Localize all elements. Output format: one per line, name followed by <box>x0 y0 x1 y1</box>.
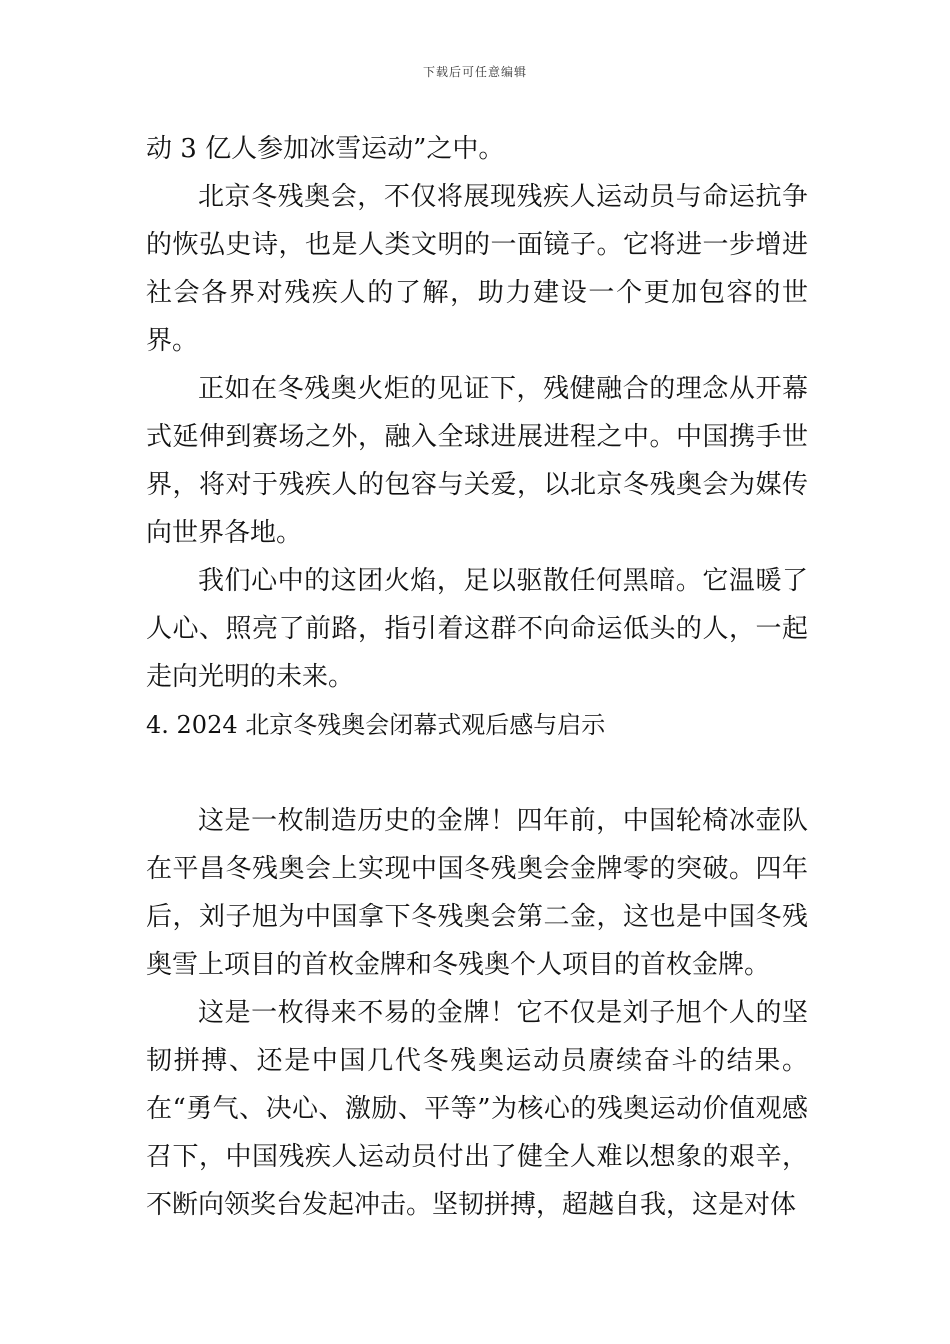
paragraph: 北京冬残奥会，不仅将展现残疾人运动员与命运抗争的恢弘史诗，也是人类文明的一面镜子。它将进一步增进社会各界对残疾人的了解，助力建设一个更加包容的世界。 <box>146 182 808 356</box>
paragraph: 我们心中的这团火焰，足以驱散任何黑暗。它温暖了人心、照亮了前路，指引着这群不向命运低头的人，一起走向光明的未来。 <box>146 566 808 692</box>
document-body <box>146 125 808 1229</box>
page-header: 下载后可任意编辑 <box>422 65 527 79</box>
paragraph: 正如在冬残奥火炬的见证下，残健融合的理念从开幕式延伸到赛场之外，融入全球进展进程之中。中国携手世界，将对于残疾人的包容与关爱，以北京冬残奥会为媒传向世界各地。 <box>146 374 808 548</box>
section-heading: 4. 2024 北京冬残奥会闭幕式观后感与启示 <box>146 711 606 739</box>
paragraph: 这是一枚制造历史的金牌！四年前，中国轮椅冰壶队在平昌冬残奥会上实现中国冬残奥会金牌零的突破。四年后，刘子旭为中国拿下冬残奥会第二金，这也是中国冬残奥雪上项目的首枚金牌和冬残奥个人项目的首枚金牌。 <box>146 806 808 980</box>
paragraph: 这是一枚得来不易的金牌！它不仅是刘子旭个人的坚韧拼搏、还是中国几代冬残奥运动员赓续奋斗的结果。在“勇气、决心、激励、平等”为核心的残奥运动价值观感召下，中国残疾人运动员付出了健全人难以想象的艰辛，不断向领奖台发起冲击。坚韧拼搏，超越自我，这是对体 <box>146 998 808 1220</box>
paragraph-continuation: 动 3 亿人参加冰雪运动”之中。 <box>146 134 505 164</box>
blank-line <box>146 749 808 797</box>
